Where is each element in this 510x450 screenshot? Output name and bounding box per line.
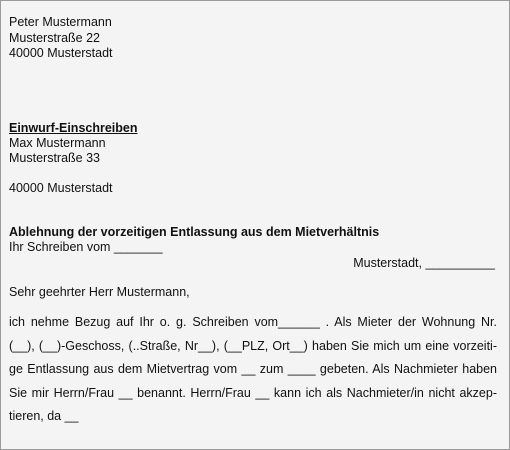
recipient-street: Musterstraße 33 xyxy=(9,151,101,165)
body-line: Sie mir Herrn/Frau __ benannt. Herrn/Frau __ kann ich als Nachmieter/in nicht akzep- xyxy=(9,385,497,400)
body-line: ich nehme Bezug auf Ihr o. g. Schreiben vom______ . Als Mieter der Wohnung Nr. xyxy=(9,315,497,329)
body-line: ge Entlassung aus dem Mietvertrag vom __ zum ____ gebeten. Als Nachmieter haben xyxy=(9,362,497,376)
subject-title: Ablehnung der vorzeitigen Entlassung aus dem Mietverhältnis xyxy=(9,225,380,239)
sender-street: Musterstraße 22 xyxy=(9,31,101,45)
sender-name: Peter Mustermann xyxy=(9,15,112,29)
place-date: Musterstadt, __________ xyxy=(353,256,495,270)
recipient-city: 40000 Musterstadt xyxy=(9,181,113,195)
letter-body xyxy=(9,311,497,429)
body-line: (__), (__)-Geschoss, (..Straße, Nr__), (__PLZ, Ort__) haben Sie mich um eine vorzeiti- xyxy=(9,338,497,353)
subject-reference: Ihr Schreiben vom _______ xyxy=(9,240,163,254)
sender-city: 40000 Musterstadt xyxy=(9,46,113,60)
salutation: Sehr geehrter Herr Mustermann, xyxy=(9,285,190,299)
recipient-name: Max Mustermann xyxy=(9,136,106,150)
body-line: tieren, da __ xyxy=(9,409,79,423)
delivery-type: Einwurf-Einschreiben xyxy=(9,121,138,135)
